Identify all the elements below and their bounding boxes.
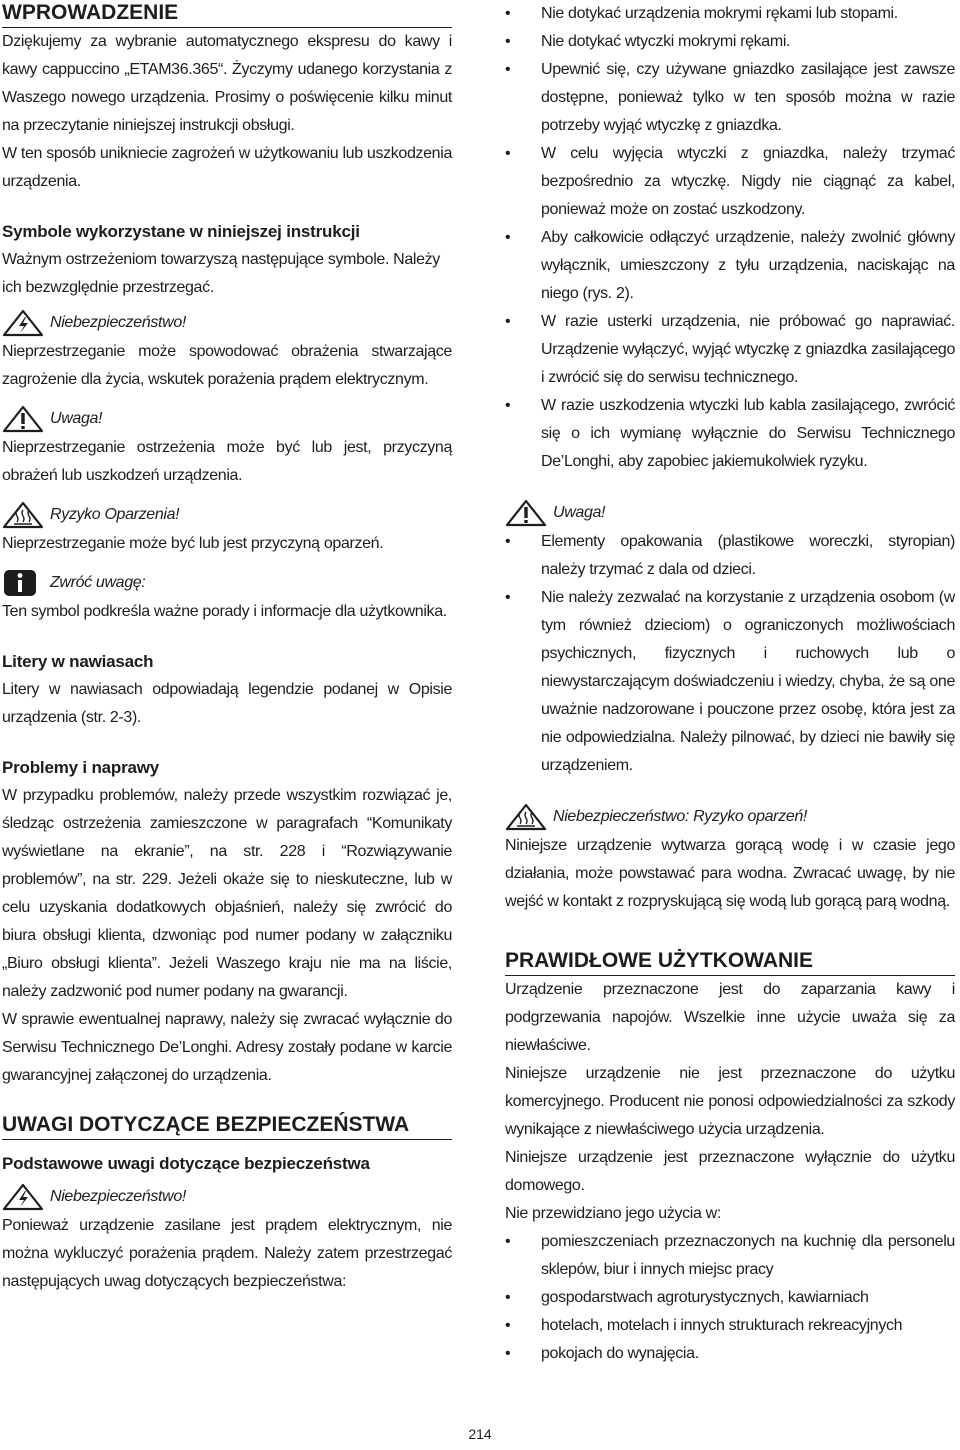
symbols-text: Ważnym ostrzeżeniom towarzyszą następujące symbole. Należy ich bezwzględnie przestrzegać. [2,251,440,296]
problems-paragraph-2: W sprawie ewentualnej naprawy, należy się zwracać wyłącznie do Serwisu Technicznego De’Longhi. Adresy zostały podane w karcie gwarancyjnej załączonej do urządzenia. [2,1011,452,1084]
left-column [2,0,452,1296]
burn-symbol-row [2,500,452,530]
right-burn-row [505,802,955,832]
intro-paragraph-2: W ten sposób unikniecie zagrożeń w użytkowaniu lub uszkodzenia urządzenia. [2,145,452,190]
hot-surface-icon [2,501,44,529]
danger-label: Niebezpieczeństwo! [50,314,186,331]
electric-danger-icon [2,1183,44,1211]
list-item: • W celu wyjęcia wtyczki z gniazdka, należy trzymać bezpośrednio za wtyczkę. Nigdy nie ciągnąć za kabel, ponieważ może on zostać uszkodzony. [505,140,955,224]
caution-label: Uwaga! [50,410,103,427]
list-item: • Nie dotykać urządzenia mokrymi rękami lub stopami. [505,0,955,28]
safety-heading: UWAGI DOTYCZĄCE BEZPIECZEŃSTWA [2,1112,452,1140]
list-item: • pokojach do wynajęcia. [505,1340,955,1368]
list-item: • Nie dotykać wtyczki mokrymi rękami. [505,28,955,56]
list-item: • hotelach, motelach i innych strukturach rekreacyjnych [505,1312,955,1340]
problems-paragraph-1: W przypadku problemów, należy przede wszystkim rozwiązać je, śledząc ostrzeżenia zamieszczone w paragrafach “Komunikaty wyświetlane na ekranie”, na str. 228 i “Rozwiązywanie problemów”, na str. 229. Jeżeli okaże się to nieskuteczne, lub w celu uzyskania dodatkowych objaśnień, należy się zwrócić do biura obsługi klienta, dzwoniąc pod numer podany w załączniku „Biuro obsługi klienta”. Jeżeli Waszego kraju nie ma na liście, należy zadzwonić pod numer podany na gwarancji. [2,787,452,1000]
usage-paragraph-1: Urządzenie przeznaczone jest do zaparzania kawy i podgrzewania napojów. Wszelkie inne użycie uważa się za niewłaściwe. [505,981,955,1054]
hot-surface-icon [505,803,547,831]
right-caution-label: Uwaga! [553,504,606,521]
danger-symbol-row [2,308,452,338]
list-item: • Aby całkowicie odłączyć urządzenie, należy zwolnić główny wyłącznik, umieszczony z tyłu urządzenia, naciskając na niego (rys. 2). [505,224,955,308]
list-item: • Upewnić się, czy używane gniazdko zasilające jest zawsze dostępne, ponieważ tylko w ten sposób można w razie potrzeby wyjąć wtyczkę z gniazdka. [505,56,955,140]
safety-list [505,0,955,476]
list-item: • Elementy opakowania (plastikowe woreczki, styropian) należy trzymać z dala od dzieci. [505,528,955,584]
burn-text: Nieprzestrzeganie może być lub jest przyczyną oparzeń. [2,535,384,552]
list-item: • W razie usterki urządzenia, nie próbować go naprawiać. Urządzenie wyłączyć, wyjąć wtyczkę z gniazdka zasilającego i zwrócić się do serwisu technicznego. [505,308,955,392]
list-item: • pomieszczeniach przeznaczonych na kuchnię dla personelu sklepów, biur i innych miejsc pracy [505,1228,955,1284]
list-item: • gospodarstwach agroturystycznych, kawiarniach [505,1284,955,1312]
caution-icon [505,499,547,527]
info-label: Zwróć uwagę: [50,574,146,591]
usage-paragraph-2: Niniejsze urządzenie nie jest przeznaczone do użytku komercyjnego. Producent nie ponosi odpowiedzialności za szkody wynikające z niewłaściwego użycia urządzenia. [505,1065,955,1138]
caution-symbol-row [2,404,452,434]
safety-danger-text: Ponieważ urządzenie zasilane jest prądem elektrycznym, nie można wykluczyć porażenia prądem. Należy zatem przestrzegać następujących uwag dotyczących bezpieczeństwa: [2,1217,452,1290]
right-burn-label: Niebezpieczeństwo: Ryzyko oparzeń! [553,808,808,825]
right-burn-text: Niniejsze urządzenie wytwarza gorącą wodę i w czasie jego działania, może powstawać para wodna. Zwracać uwagę, by nie wejść w kontakt z rozpryskującą się wodą lub gorącą parą wodną. [505,837,955,910]
info-text: Ten symbol podkreśla ważne porady i informacje dla użytkownika. [2,603,447,620]
intro-heading: WPROWADZENIE [2,0,452,28]
list-item: • W razie uszkodzenia wtyczki lub kabla zasilającego, zwrócić się o ich wymianę wyłącznie do Serwisu Technicznego De’Longhi, aby zapobiec jakiemukolwiek ryzyku. [505,392,955,476]
problems-heading: Problemy i naprawy [2,758,160,777]
letters-heading: Litery w nawiasach [2,652,154,671]
burn-label: Ryzyko Oparzenia! [50,506,180,523]
caution-list [505,528,955,780]
symbols-heading: Symbole wykorzystane w niniejszej instrukcji [2,222,360,241]
info-icon [2,569,44,597]
info-symbol-row [2,568,452,598]
usage-paragraph-3: Niniejsze urządzenie jest przeznaczone wyłącznie do użytku domowego. [505,1149,955,1194]
caution-icon [2,405,44,433]
intro-paragraph-1: Dziękujemy za wybranie automatycznego ekspresu do kawy i kawy cappuccino „ETAM36.365“. Życzymy udanego korzystania z Waszego nowego urządzenia. Prosimy o poświęcenie kilku minut na przeczytanie niniejszej instrukcji obsługi. [2,33,452,134]
usage-heading: PRAWIDŁOWE UŻYTKOWANIE [505,948,955,976]
electric-danger-icon [2,309,44,337]
usage-paragraph-4: Nie przewidziano jego użycia w: [505,1205,721,1222]
right-column [505,0,955,1368]
list-item: • Nie należy zezwalać na korzystanie z urządzenia osobom (w tym również dzieciom) o ograniczonych możliwościach psychicznych, fizycznych i ruchowych lub o niewystarczającym doświadczeniu i wiedzy, chyba, że są one uważnie nadzorowane i pouczone przez osobę, która jest za nie odpowiedzialna. Należy pilnować, by dzieci nie bawiły się urządzeniem. [505,584,955,780]
safety-danger-row [2,1182,452,1212]
safety-subheading: Podstawowe uwagi dotyczące bezpieczeństwa [2,1154,370,1173]
page-number: 214 [468,1426,492,1442]
caution-text: Nieprzestrzeganie ostrzeżenia może być lub jest, przyczyną obrażeń lub uszkodzeń urządzenia. [2,439,452,484]
right-caution-row [505,498,955,528]
safety-danger-label: Niebezpieczeństwo! [50,1188,186,1205]
letters-text: Litery w nawiasach odpowiadają legendzie podanej w Opisie urządzenia (str. 2-3). [2,681,452,726]
usage-list [505,1228,955,1368]
danger-text: Nieprzestrzeganie może spowodować obrażenia stwarzające zagrożenie dla życia, wskutek porażenia prądem elektrycznym. [2,343,452,388]
